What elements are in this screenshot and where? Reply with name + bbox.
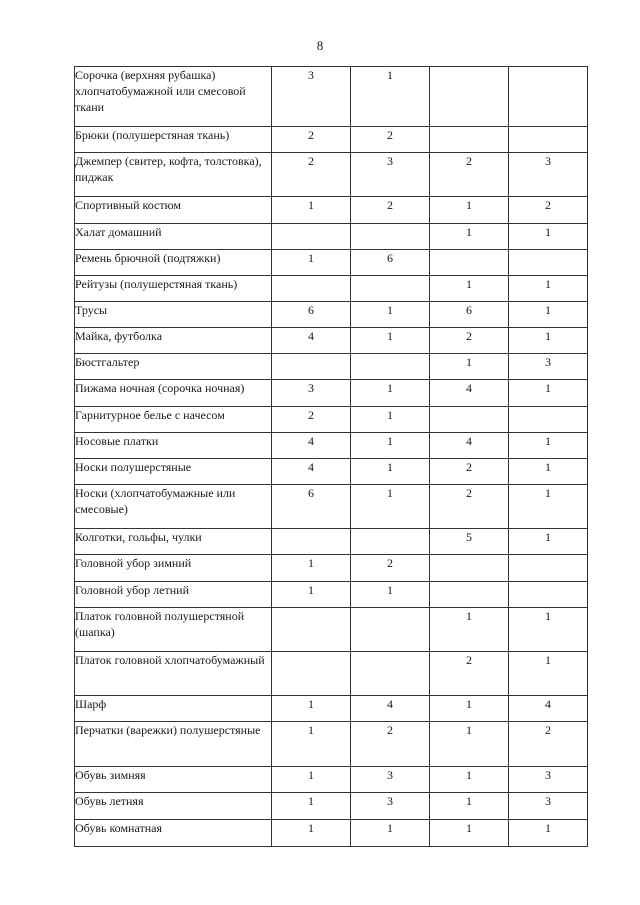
table-row (75, 722, 588, 767)
table-row (75, 793, 588, 820)
item-name-cell (75, 485, 272, 529)
item-name: Рейтузы (полушерстяная ткань) (75, 277, 238, 291)
quantity-cell: 4 (272, 459, 351, 485)
item-name: Носовые платки (75, 434, 159, 448)
quantity-cell: 1 (351, 67, 430, 127)
quantity-cell (430, 67, 509, 127)
table-row (75, 197, 588, 224)
item-name-cell (75, 820, 272, 847)
quantity-cell: 3 (272, 380, 351, 407)
quantity-cell: 1 (509, 302, 588, 328)
item-name-cell (75, 197, 272, 224)
quantity-cell: 2 (509, 197, 588, 224)
quantity-cell: 2 (272, 127, 351, 153)
table-row (75, 302, 588, 328)
item-name-cell (75, 696, 272, 722)
quantity-cell: 1 (509, 529, 588, 555)
quantity-cell: 1 (430, 354, 509, 380)
quantity-cell: 4 (430, 380, 509, 407)
item-name: Головной убор зимний (75, 556, 192, 570)
quantity-cell: 4 (351, 696, 430, 722)
item-name: Обувь комнатная (75, 821, 162, 835)
quantity-cell (509, 127, 588, 153)
quantity-cell: 3 (272, 67, 351, 127)
quantity-cell: 3 (351, 767, 430, 793)
quantity-cell: 1 (430, 696, 509, 722)
quantity-cell: 4 (430, 433, 509, 459)
quantity-cell: 2 (351, 555, 430, 582)
table-row (75, 555, 588, 582)
item-name-cell (75, 250, 272, 276)
quantity-cell: 2 (351, 127, 430, 153)
item-name-cell (75, 67, 272, 127)
quantity-cell: 2 (430, 328, 509, 354)
item-name-cell (75, 354, 272, 380)
item-name: Пижама ночная (сорочка ночная) (75, 381, 245, 395)
quantity-cell: 2 (272, 407, 351, 433)
quantity-cell (351, 276, 430, 302)
table-row (75, 820, 588, 847)
quantity-cell: 2 (272, 153, 351, 197)
quantity-cell: 1 (351, 820, 430, 847)
quantity-cell: 1 (351, 582, 430, 608)
item-name-cell (75, 433, 272, 459)
quantity-cell: 1 (509, 820, 588, 847)
table-row (75, 529, 588, 555)
table-row (75, 767, 588, 793)
quantity-cell: 2 (430, 652, 509, 696)
item-name-cell (75, 529, 272, 555)
quantity-cell (430, 407, 509, 433)
item-name: Сорочка (верхняя рубашка) хлопчатобумажной или смесовой ткани (75, 68, 246, 114)
item-name: Спортивный костюм (75, 198, 181, 212)
quantity-cell: 1 (509, 276, 588, 302)
quantity-cell: 2 (351, 197, 430, 224)
item-name-cell (75, 224, 272, 250)
quantity-cell: 3 (351, 153, 430, 197)
item-name-cell (75, 302, 272, 328)
item-name: Обувь летняя (75, 794, 144, 808)
table-row (75, 276, 588, 302)
quantity-cell: 2 (509, 722, 588, 767)
quantity-cell (351, 652, 430, 696)
item-name-cell (75, 767, 272, 793)
quantity-cell: 1 (509, 328, 588, 354)
item-name: Головной убор летний (75, 583, 189, 597)
item-name: Обувь зимняя (75, 768, 146, 782)
quantity-cell (351, 529, 430, 555)
quantity-cell: 4 (272, 433, 351, 459)
item-name-cell (75, 555, 272, 582)
quantity-cell: 1 (351, 407, 430, 433)
item-name: Брюки (полушерстяная ткань) (75, 128, 230, 142)
table-row (75, 407, 588, 433)
item-name-cell (75, 380, 272, 407)
item-name: Майка, футболка (75, 329, 163, 343)
quantity-cell: 1 (272, 722, 351, 767)
quantity-cell: 1 (351, 380, 430, 407)
item-name-cell (75, 652, 272, 696)
quantity-cell: 1 (509, 485, 588, 529)
quantity-cell: 1 (351, 433, 430, 459)
quantity-cell (430, 127, 509, 153)
item-name-cell (75, 608, 272, 652)
quantity-cell: 1 (430, 276, 509, 302)
quantity-cell (272, 354, 351, 380)
table-row (75, 485, 588, 529)
item-name: Бюстгальтер (75, 355, 140, 369)
table-row (75, 459, 588, 485)
quantity-cell: 1 (272, 793, 351, 820)
quantity-cell: 1 (430, 820, 509, 847)
quantity-cell: 3 (509, 354, 588, 380)
quantity-cell: 1 (351, 328, 430, 354)
table-row (75, 250, 588, 276)
quantity-cell: 1 (430, 197, 509, 224)
item-name: Колготки, гольфы, чулки (75, 530, 202, 544)
item-name: Джемпер (свитер, кофта, толстовка), пиджак (75, 154, 262, 184)
quantity-cell: 1 (272, 582, 351, 608)
quantity-cell: 1 (509, 224, 588, 250)
table-row (75, 153, 588, 197)
quantity-cell: 1 (509, 380, 588, 407)
item-name: Носки полушерстяные (75, 460, 192, 474)
quantity-cell: 1 (430, 767, 509, 793)
quantity-cell: 6 (351, 250, 430, 276)
page-number: 8 (316, 38, 324, 53)
quantity-cell (430, 582, 509, 608)
table-row (75, 433, 588, 459)
quantity-cell: 3 (509, 767, 588, 793)
quantity-cell: 3 (509, 793, 588, 820)
table-row (75, 380, 588, 407)
quantity-cell: 2 (430, 485, 509, 529)
quantity-cell (272, 529, 351, 555)
item-name-cell (75, 582, 272, 608)
quantity-cell (430, 555, 509, 582)
quantity-cell: 6 (272, 302, 351, 328)
item-name-cell (75, 722, 272, 767)
quantity-cell (272, 224, 351, 250)
quantity-cell (351, 608, 430, 652)
quantity-cell: 1 (430, 224, 509, 250)
quantity-cell: 6 (272, 485, 351, 529)
quantity-cell: 1 (509, 459, 588, 485)
quantity-cell: 3 (351, 793, 430, 820)
item-name: Платок головной хлопчатобумажный (75, 653, 265, 667)
item-name: Шарф (75, 697, 107, 711)
quantity-cell: 3 (509, 153, 588, 197)
quantity-cell: 4 (272, 328, 351, 354)
quantity-cell: 1 (351, 485, 430, 529)
item-name-cell (75, 328, 272, 354)
quantity-cell: 1 (272, 696, 351, 722)
quantity-cell: 6 (430, 302, 509, 328)
quantity-cell: 1 (509, 608, 588, 652)
quantity-cell (509, 582, 588, 608)
clothing-norms-table (74, 66, 588, 847)
table-row (75, 354, 588, 380)
item-name-cell (75, 153, 272, 197)
quantity-cell: 1 (509, 433, 588, 459)
item-name: Халат домашний (75, 225, 162, 239)
quantity-cell (351, 224, 430, 250)
table-row (75, 652, 588, 696)
item-name-cell (75, 793, 272, 820)
item-name: Ремень брючной (подтяжки) (75, 251, 221, 265)
quantity-cell: 1 (430, 722, 509, 767)
quantity-cell: 1 (272, 767, 351, 793)
quantity-cell: 1 (272, 250, 351, 276)
table-row (75, 608, 588, 652)
quantity-cell (509, 250, 588, 276)
quantity-cell: 1 (272, 820, 351, 847)
table-row (75, 224, 588, 250)
quantity-cell: 4 (509, 696, 588, 722)
item-name-cell (75, 407, 272, 433)
item-name: Платок головной полушерстяной (шапка) (75, 609, 245, 639)
quantity-cell: 2 (430, 153, 509, 197)
table-row (75, 696, 588, 722)
item-name-cell (75, 127, 272, 153)
quantity-cell: 1 (509, 652, 588, 696)
item-name: Перчатки (варежки) полушерстяные (75, 723, 261, 737)
quantity-cell: 2 (430, 459, 509, 485)
table-row (75, 328, 588, 354)
quantity-cell (509, 407, 588, 433)
quantity-cell: 2 (351, 722, 430, 767)
quantity-cell: 1 (430, 793, 509, 820)
item-name: Трусы (75, 303, 108, 317)
quantity-cell (272, 276, 351, 302)
quantity-cell (509, 67, 588, 127)
quantity-cell: 5 (430, 529, 509, 555)
table-body (75, 67, 588, 847)
quantity-cell (272, 608, 351, 652)
item-name: Носки (хлопчатобумажные или смесовые) (75, 486, 236, 516)
table-row (75, 67, 588, 127)
quantity-cell: 1 (272, 555, 351, 582)
table-row (75, 582, 588, 608)
item-name: Гарнитурное белье с начесом (75, 408, 225, 422)
item-name-cell (75, 459, 272, 485)
quantity-cell (430, 250, 509, 276)
quantity-cell (272, 652, 351, 696)
quantity-cell (509, 555, 588, 582)
table-row (75, 127, 588, 153)
quantity-cell: 1 (272, 197, 351, 224)
item-name-cell (75, 276, 272, 302)
quantity-cell (351, 354, 430, 380)
quantity-cell: 1 (351, 459, 430, 485)
quantity-cell: 1 (351, 302, 430, 328)
quantity-cell: 1 (430, 608, 509, 652)
